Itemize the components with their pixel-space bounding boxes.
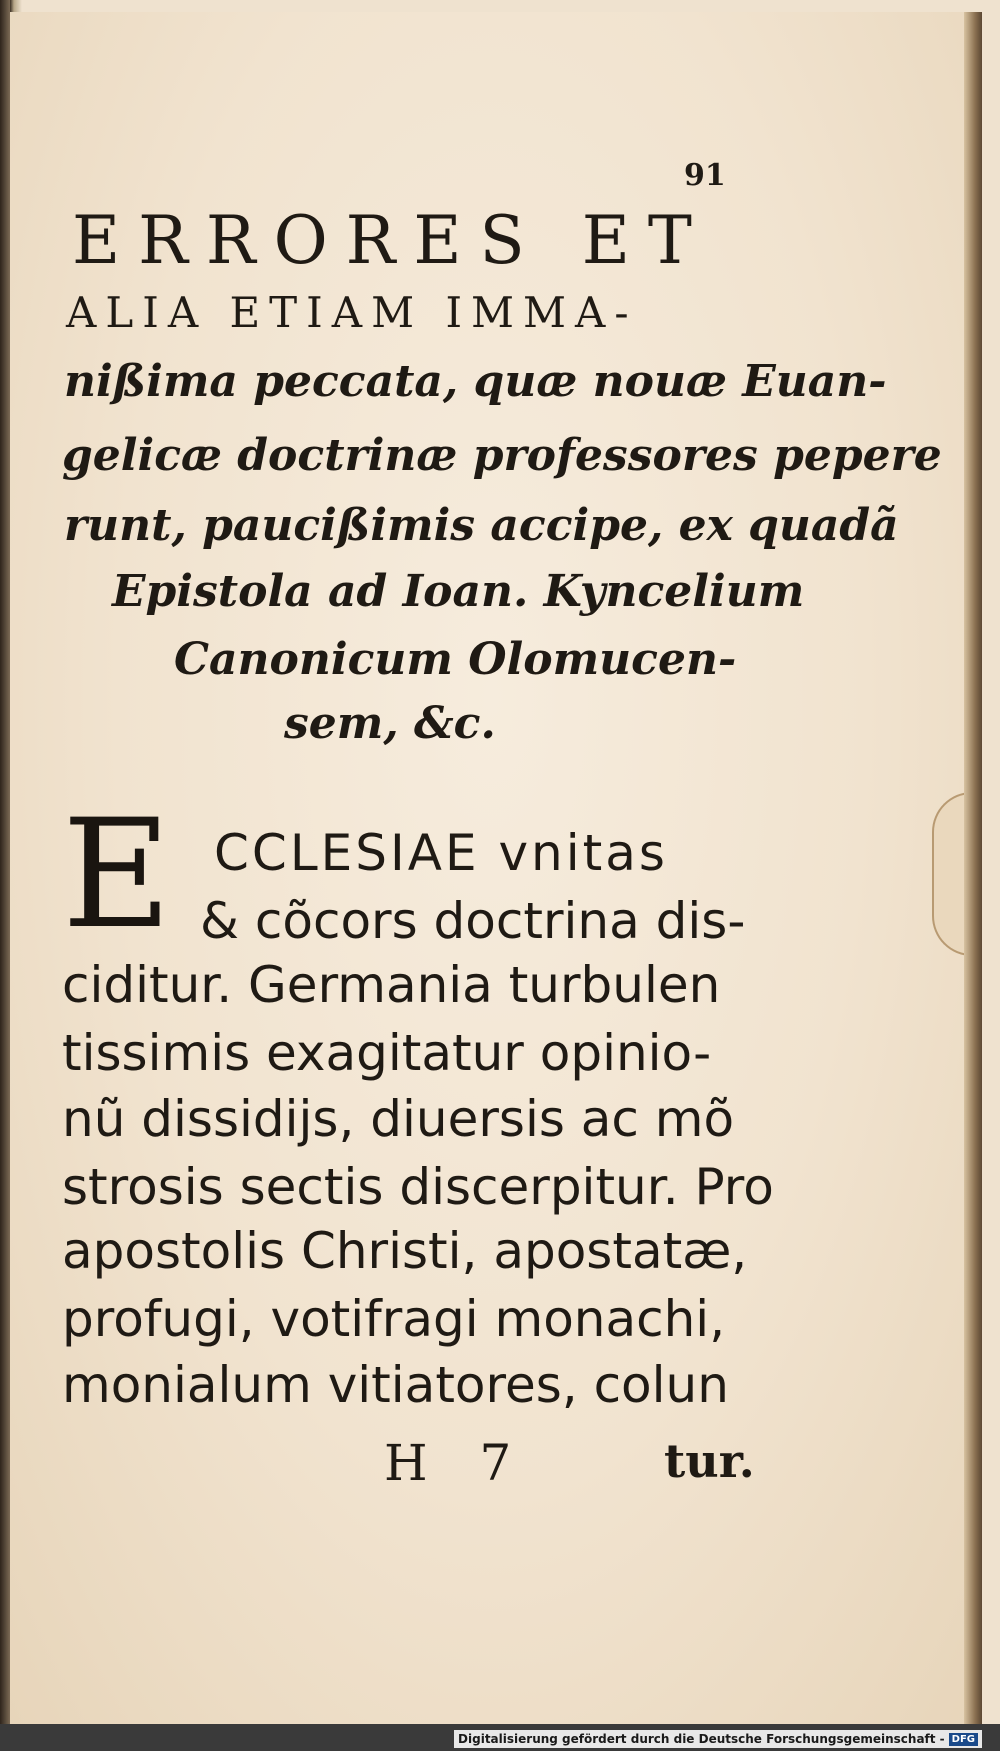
heading-italic-line: sem, &c. — [284, 698, 496, 749]
body-text-line: strosis sectis discerpitur. Pro — [62, 1158, 774, 1216]
heading-italic-line: runt, paucißimis accipe, ex quadã — [64, 500, 899, 551]
body-text-line: apostolis Christi, apostatæ, — [62, 1222, 748, 1280]
heading-italic-line: gelicæ doctrinæ professores pepere — [62, 430, 942, 481]
body-text-line: monialum vitiatores, colun — [62, 1356, 729, 1414]
book-spine-edge — [0, 0, 10, 1751]
body-text-line: CCLESIAE vnitas — [214, 824, 668, 882]
heading-italic-line: nißima peccata, quæ nouæ Euan- — [64, 356, 887, 407]
dfg-logo-icon: DFG — [949, 1733, 978, 1746]
body-text-line: profugi, votifragi monachi, — [62, 1290, 726, 1348]
title-line-1: ERRORES ET — [72, 202, 710, 279]
body-text-line: ciditur. Germania turbulen — [62, 956, 721, 1014]
drop-cap: E — [62, 788, 172, 962]
body-text-line: nũ dissidijs, diuersis ac mõ — [62, 1090, 735, 1148]
credit-text: Digitalisierung gefördert durch die Deutsche Forschungsgemeinschaft - — [458, 1732, 945, 1746]
page-tab-marker — [932, 792, 974, 956]
page-number: 91 — [684, 158, 726, 193]
heading-italic-line: Epistola ad Ioan. Kyncelium — [112, 566, 805, 617]
heading-italic-line: Canonicum Olomucen- — [174, 634, 737, 685]
catchword: tur. — [664, 1434, 755, 1488]
title-line-2: ALIA ETIAM IMMA- — [66, 288, 638, 337]
body-text-line: tissimis exagitatur opinio- — [62, 1024, 712, 1082]
signature-mark: H 7 — [384, 1434, 530, 1492]
scan-footer-bar — [0, 1724, 1000, 1751]
body-text-line: & cõcors doctrina dis- — [200, 892, 746, 950]
digitization-credit — [454, 1730, 982, 1748]
